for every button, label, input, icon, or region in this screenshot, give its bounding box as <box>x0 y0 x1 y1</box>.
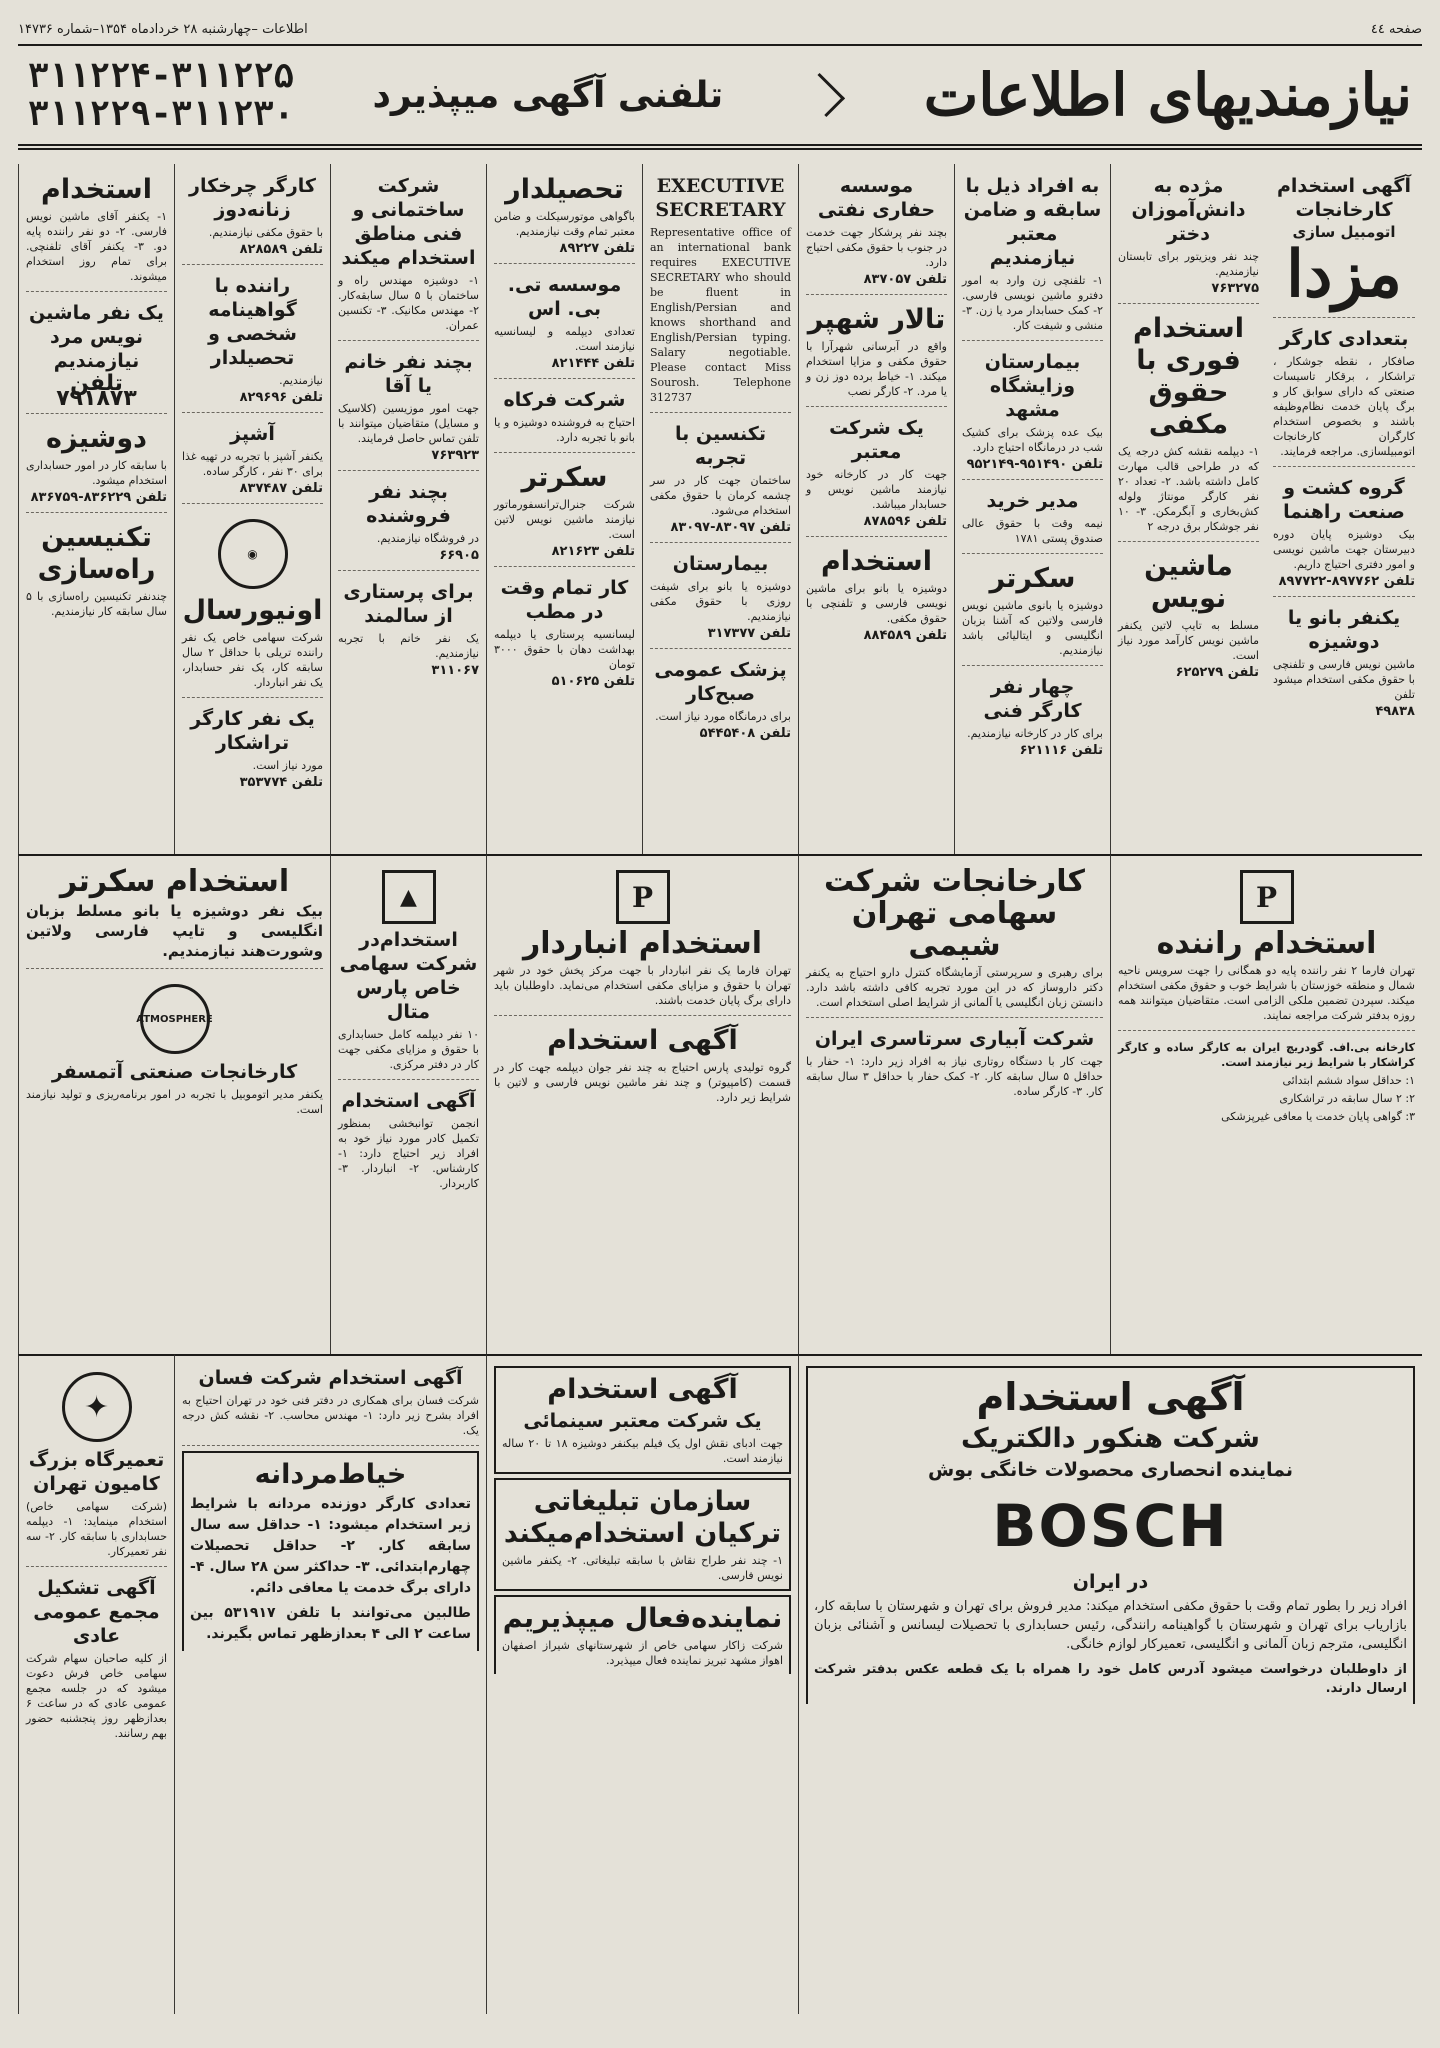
ad-title: پزشک عمومی صبح‌کار <box>654 659 787 705</box>
ad-title: کارگر چرخکار زنانه‌دوز <box>189 175 316 221</box>
ad-male-typist <box>26 297 167 414</box>
ad-workers <box>1273 323 1415 467</box>
ad-doctor <box>650 654 791 748</box>
ad-warehouse-keeper <box>494 862 791 1016</box>
phone-line-2: ۳۱۱۲۲۹-۳۱۱۲۳۰ <box>28 94 295 134</box>
ad-body: برای درمانگاه مورد نیاز است. <box>655 710 791 723</box>
page-header-bar <box>18 14 1422 46</box>
ad-truck-repair <box>26 1362 167 1567</box>
ad-phone: ۴۹۸۳۸ <box>1375 704 1415 719</box>
ad-title: اونیورسال <box>182 595 323 626</box>
ad-subtitle: شرکت هنکور دالکتریک <box>961 1423 1260 1454</box>
ad-title: به افراد ذیل با سابقه و ضامن معتبر نیازمندیم <box>963 175 1102 269</box>
ad-body: واقع در آبرسانی شهرآرا با حقوق مکفی و مزایا استخدام میکند. ۱- خیاط برده دوز زن و یا مرد. ۲- کارگر نصب <box>806 340 947 398</box>
ad-phone: تلفن ۸۲۱۴۴۴ <box>551 356 635 371</box>
mazda-brand: مزدا <box>1286 237 1402 312</box>
ad-title: آگهی استخدام <box>547 1374 738 1405</box>
ad-phone: ۷۶۳۲۷۵ <box>1211 281 1259 296</box>
ad-body: ساختمان جهت کار در سر چشمه کرمان با حقوق مکفی استخدام می‌شود. <box>650 474 791 517</box>
bosch-logo: BOSCH <box>992 1492 1229 1560</box>
ad-elder-care <box>338 576 479 685</box>
ad-bosch <box>806 1366 1415 1704</box>
ad-title: EXECUTIVE SECRETARY <box>655 175 786 221</box>
ad-phone: تلفن ۷۹۱۸۷۳ <box>56 371 137 411</box>
ad-mazda <box>1273 170 1415 318</box>
ad-body: دوشیزه یا بانو برای ماشین نویسی فارسی و تلفنچی با حقوق مکفی. <box>806 582 947 625</box>
box-warehouse <box>486 854 798 1354</box>
ad-title: گروه کشت و صنعت راهنما <box>1283 477 1405 523</box>
ad-title: آشپز <box>230 423 275 445</box>
ad-location: در ایران <box>1072 1571 1149 1593</box>
ad-title: تکنسین با تجربه <box>674 423 766 469</box>
ad-road-technician <box>26 518 167 626</box>
column-2 <box>1110 164 1266 854</box>
ad-body: ۱- چند نفر طراح نقاش با سابقه تبلیغاتی. ۲- یکنفر ماشین نویس فارسی. <box>502 1554 783 1582</box>
ad-secretary-2 <box>494 458 635 567</box>
ad-title: کار تمام وقت در مطب <box>500 577 629 623</box>
page-number: صفحه ٤٤ <box>1370 21 1422 37</box>
ad-phone: تلفن ۶۲۵۲۷۹ <box>1175 665 1259 680</box>
box-pars-metal <box>330 854 486 1354</box>
ad-title: آگهی استخدام <box>976 1375 1245 1419</box>
ad-collector <box>494 170 635 264</box>
ad-body: دوشیزه یا بانوی ماشین نویس فارسی ولاتین که آشنا بزبان انگلیسی و ایتالیائی باشد نیازمندیم. <box>962 599 1103 657</box>
ad-body: برای کار در کارخانه نیازمندیم. <box>967 727 1103 740</box>
ad-title: چهار نفر کارگر فنی <box>983 676 1082 722</box>
ad-body: مورد نیاز است. <box>252 759 323 772</box>
ad-title: تعمیرگاه بزرگ کامیون تهران <box>28 1449 165 1495</box>
ad-goodrich <box>1118 1036 1415 1134</box>
ad-body: Representative office of an international bank requires EXECUTIVE SECRETARY who should be fluent in English/Persian and knows shorthand and English/Persian typing. Salary negotiable. Please contact Miss Sourosh. Telephone 312737 <box>650 226 791 404</box>
ad-title: کارخانجات صنعتی آتمسفر <box>51 1061 298 1083</box>
ad-body: با سابقه کار در امور حسابداری استخدام میشود. <box>26 459 167 487</box>
ad-body: جهت کار در کارخانه خود نیازمند ماشین نویس و حسابدار میباشد. <box>806 468 947 511</box>
ad-title: بتعدادی کارگر <box>1279 328 1409 350</box>
ad-title: تکنیسین راه‌سازی <box>37 522 156 585</box>
ad-title: آگهی تشکیل مجمع عمومی عادی <box>33 1577 160 1647</box>
ad-body: نیمه وقت با حقوق عالی صندوق پستی ۱۷۸۱ <box>962 517 1103 545</box>
column-8 <box>174 164 330 854</box>
ad-body: شرکت سهامی خاص یک نفر راننده تریلی با حداقل ۲ سال سابقه کار، یک نفر حسابدار، یک نفر انباردار. <box>182 631 323 689</box>
ad-body: ۱- دیپلمه نقشه کش درجه یک که در طراحی قالب مهارت کامل داشته باشد. ۲- تعداد ۲۰ نفر کارگر مونتاژ ولوله کش‌بخاری و آبگرمکن. ۳- ۱۰ نفر جوشکار برق درجه ۲ <box>1118 445 1259 533</box>
ad-phone: تلفن ۹۵۱۴۹۰-۹۵۲۱۴۹ <box>966 457 1103 472</box>
ad-body: ۱- یکنفر آقای ماشین نویس فارسی. ۲- دو نفر راننده پایه دو. ۳- یکنفر آقای تلفنچی. برای تمام روز استخدام میشوند. <box>26 210 167 283</box>
ad-title: بیمارستان <box>672 553 769 575</box>
ad-guarantor <box>962 170 1103 341</box>
ad-body: احتیاج به فروشنده دوشیزه و یا بانو با تجربه دارد. <box>494 416 635 444</box>
ad-hospital <box>650 548 791 649</box>
ad-body: برای رهبری و سرپرستی آزمایشگاه کنترل دارو احتیاج به یکنفر دکتر داروساز که در این مورد تجربه کافی داشته باشد دارد. دانستن زبان انگلیسی یا آلمانی از شرایط اصلی استخدام است. <box>806 966 1103 1009</box>
ad-clinic <box>494 572 635 696</box>
ad-phone: تلفن ۳۱۷۳۷۷ <box>707 626 791 641</box>
ad-body: ۱- تلفنچی زن وارد به امور دفترو ماشین نویسی فارسی. ۲- کمک حسابدار مرد یا زن. ۳- منشی و شیفت کار. <box>962 274 1103 332</box>
arrow-icon <box>801 73 845 117</box>
ad-body: صافکار ، نقطه جوشکار ، تراشکار ، برقکار تاسیسات صنعتی که دارای سوابق کار و برگ پایان خدمت نظام‌وظیفه باشند و بخصوص استخدام کارگران کارخانجات اتومبیلسازی. مراجعه فرمایند. <box>1273 355 1415 458</box>
ad-body: یکنفر آشپز با تجربه در تهیه غذا برای ۳۰ نفر ، کارگر ساده. <box>182 450 323 478</box>
ad-title: موسسه تی. بی. اس <box>507 274 622 320</box>
ad-phone: تلفن ۵۱۰۶۲۵ <box>551 674 635 689</box>
ad-hospital-mashhad <box>962 346 1103 480</box>
ad-cinema <box>494 1366 791 1474</box>
ad-body: ۱۰ نفر دیپلمه کامل حسابداری با حقوق و مزایای مکفی جهت کار در دفتر مرکزی. <box>338 1028 479 1071</box>
box-fasan <box>174 1354 486 2014</box>
box-bosch <box>798 1354 1422 2014</box>
column-4 <box>798 164 954 854</box>
box-cinema <box>486 1354 798 2014</box>
issue-info: اطلاعات –چهارشنبه ۲۸ خردادماه ۱۳۵۴–شماره ۱۴۷۳۶ <box>18 21 308 37</box>
mercedes-logo-icon: ✦ <box>62 1372 132 1442</box>
ad-tagline: نماینده انحصاری محصولات خانگی بوش <box>928 1459 1293 1481</box>
ad-title: یک شرکت معتبر <box>829 417 924 463</box>
ad-phone: تلفن ۶۲۱۱۱۶ <box>1019 743 1103 758</box>
requirement-item: ۳: گواهی پایان خدمت یا معافی غیرپزشکی <box>1221 1110 1415 1123</box>
ad-title: آگهی استخدام شرکت فسان <box>198 1367 463 1389</box>
ad-body: یکنفر مدیر اتوموبیل با تجربه در امور برنامه‌ریزی و تولید نیازمند است. <box>26 1088 323 1116</box>
ad-title: سکرتر <box>521 462 608 493</box>
ad-construction <box>338 170 479 341</box>
ad-body: تهران فارما یک نفر انباردار با جهت مرکز پخش خود در شهر تهران با حقوق و مزایای مکفی استخدام می‌نماید. داوطلبان باید دارای برگ پایان خدمت باشند. <box>494 964 791 1007</box>
ad-phone: تلفن ۸۳۷۰۵۷ <box>863 272 947 287</box>
ad-body: اتومبیل سازی <box>1292 223 1396 241</box>
ad-title: راننده با گواهینامه شخصی و تحصیلدار <box>208 275 297 369</box>
ad-typist <box>1118 547 1259 687</box>
ad-title: استخدام <box>821 546 932 577</box>
ad-title: سکرتر <box>989 563 1076 594</box>
column-7 <box>330 164 486 854</box>
ad-technician <box>650 418 791 543</box>
pars-metal-logo-icon: ▲ <box>382 870 436 924</box>
ad-title: بچند نفر خانم یا آقا <box>344 351 473 397</box>
ad-secretary <box>962 559 1103 666</box>
ad-executive-secretary <box>650 170 791 413</box>
ad-tailor <box>182 1451 479 1651</box>
ad-title: استخدام سکرتر <box>59 864 290 899</box>
column-5 <box>642 164 798 854</box>
requirement-item: ۱: حداقل سواد ششم ابتدائی <box>1282 1074 1415 1087</box>
ad-title: خیاط‌مردانه <box>254 1459 407 1490</box>
ad-cook <box>182 418 323 504</box>
ad-body: تعدادی کارگر دوزنده مردانه با شرایط زیر استخدام میشود: ۱- حداقل سه سال سابقه کار. ۲- حداقل تحصیلات چهارم‌ابتدائی. ۳- حداکثر سن ۲۸ سال. ۴- دارای برگ خدمت یا معافی دائم. <box>190 1496 471 1596</box>
ad-title: استخدام راننده <box>1156 926 1377 961</box>
ad-phone: تلفن ۸۹۲۲۷ <box>559 241 635 256</box>
ad-title: یک نفر ماشین نویس مرد نیازمندیم <box>29 302 164 372</box>
ad-body: شرکت زاکار سهامی خاص از شهرستانهای شیراز اصفهان اهواز مشهد تبریز نماینده فعال میپذیرد. <box>502 1639 783 1667</box>
ads-grid <box>18 164 1422 2032</box>
ad-body: بچند نفر پرشکار جهت خدمت در جنوب با حقوق مکفی احتیاج دارد. <box>806 226 947 269</box>
ad-title: تحصیلدار <box>505 174 624 205</box>
ad-title: آگهی استخدام کارخانجات <box>1276 175 1411 221</box>
ad-reputable-company <box>806 412 947 537</box>
box-secretary <box>18 854 330 1354</box>
ad-irrigation <box>806 1023 1103 1106</box>
ad-lathe-worker <box>182 703 323 797</box>
box-tehran-chemie <box>798 854 1110 1354</box>
ad-title: آگهی استخدام <box>341 1090 476 1112</box>
ad-body: چند نفر ویزیتور برای تابستان نیازمندیم. <box>1118 250 1259 278</box>
ad-body: تعدادی دیپلمه و لیسانسیه نیازمند است. <box>494 325 635 353</box>
ad-title: نماینده‌فعال میپذیریم <box>502 1603 783 1634</box>
ad-body: جهت ادبای نقش اول یک فیلم بیکنفر دوشیزه ۱۸ تا ۲۰ ساله نیازمند است. <box>502 1437 783 1465</box>
ad-musicians <box>338 346 479 471</box>
ad-urgent-hire <box>1118 309 1259 542</box>
ad-subtitle: یک شرکت معتبر سینمائی <box>523 1410 762 1432</box>
ad-phone: تلفن ۳۵۳۷۷۴ <box>239 775 323 790</box>
ad-phone: تلفن ۸۲۱۶۲۳ <box>551 544 635 559</box>
ad-title: بیمارستان وزایشگاه مشهد <box>984 351 1081 421</box>
phone-label: تلفنی آگهی میپذیرد <box>372 74 724 116</box>
ad-body: باگواهی موتورسیکلت و ضامن معتبر تمام وقت نیازمندیم. <box>494 210 635 238</box>
ad-zakar <box>494 1595 791 1674</box>
ad-pars-metal <box>338 862 479 1080</box>
ad-students <box>1118 170 1259 304</box>
ad-seamstress <box>182 170 323 265</box>
ad-phone: تلفن ۸۳۰۹۷-۸۳۰۹۷ <box>670 520 791 535</box>
ad-title: ماشین نویس <box>1144 551 1233 614</box>
ad-footer: از داوطلبان درخواست میشود آدرس کامل خود را همراه با یک قطعه عکس بدفتر شرکت ارسال دارند. <box>814 1662 1407 1696</box>
ad-body: لیسانسیه پرستاری یا دیپلمه بهداشت دهان با حقوق ۳۰۰۰ تومان <box>494 628 635 671</box>
ad-title: کارخانجات شرکت سهامی تهران شیمی <box>824 864 1085 963</box>
ad-phone: تلفن ۸۸۴۵۸۹ <box>863 628 947 643</box>
ad-drilling <box>806 170 947 295</box>
ad-typist-woman <box>1273 602 1415 726</box>
ad-phone: ۳۱۱۰۶۷ <box>431 663 479 678</box>
ad-body: بیک دوشیزه پایان دوره دبیرستان جهت ماشین نویسی و امور دفتری احتیاج داریم. <box>1273 528 1415 571</box>
ad-phone: طالبین می‌توانند با تلفن ۵۳۱۹۱۷ بین ساعت ۲ الی ۴ بعدازظهر تماس بگیرند. <box>190 1605 471 1642</box>
ad-body: شرکت فسان برای همکاری در دفتر فنی خود در تهران احتیاج به افراد بشرح زیر دارد: ۱- مهندس محاسب. ۲- نقشه کش درجه یک. <box>182 1394 479 1437</box>
ad-hire-secretary <box>26 862 323 969</box>
phone-numbers <box>28 57 294 133</box>
ad-atmosphere <box>26 974 323 1124</box>
ad-body: انجمن توانبخشی بمنظور تکمیل کادر مورد نیاز خود به افراد زیر احتیاج دارد: ۱- کارشناس. ۲- انباردار. ۳- کاربردار. <box>338 1117 479 1190</box>
ad-phone: تلفن ۸۳۷۴۸۷ <box>239 481 323 496</box>
ad-body: کارخانه بی.اف. گودریچ ایران به کارگر ساده و کارگر کراشکار با شرایط زیر نیازمند است. <box>1118 1041 1415 1069</box>
tehran-pharma-logo-icon: P <box>1240 870 1294 924</box>
ad-body: چندنفر تکنیسین راه‌سازی با ۵ سال سابقه کار نیازمندیم. <box>26 590 167 618</box>
ad-universal <box>182 509 323 698</box>
ad-hire <box>806 542 947 650</box>
ad-fasan <box>182 1362 479 1446</box>
ad-title: شرکت آبیاری سرتاسری ایران <box>814 1028 1095 1050</box>
ad-technical-workers <box>962 671 1103 765</box>
ad-title: شرکت فرکاه <box>503 389 626 411</box>
ad-title: استخدام‌در شرکت سهامی خاص پارس متال <box>339 929 478 1023</box>
ad-title: شرکت ساختمانی و فنی مناطق استخدام میکند <box>341 175 476 269</box>
ad-phone: تلفن ۸۷۸۵۹۶ <box>863 514 947 529</box>
box-driver-hiring <box>1110 854 1422 1354</box>
ad-body: دوشیزه یا بانو برای شیفت روزی با حقوق مکفی نیازمندیم. <box>650 580 791 623</box>
ad-shahpar-hall <box>806 300 947 407</box>
ad-phone: تلفن ۸۹۷۷۶۲-۸۹۷۷۲۲ <box>1278 574 1415 589</box>
ad-torkian <box>494 1478 791 1591</box>
ad-body: بیک عده پزشک برای کشیک شب در درمانگاه احتیاج دارد. <box>962 426 1103 454</box>
ad-body: تهران فارما ۲ نفر راننده پایه دو همگانی را جهت سرویس ناحیه شمال و منطقه خوزستان با شرایط خوب و حقوق مکفی استخدام میکند. سپردن تضمین ملکی الزامی است. متقاضیان میتوانند همه روزه بدفتر شرکت مراجعه نمایند. <box>1118 964 1415 1022</box>
ad-farkah <box>494 384 635 453</box>
ad-sellers <box>338 476 479 571</box>
masthead <box>18 46 1422 150</box>
ad-body: گروه تولیدی پارس احتیاج به چند نفر جوان دیپلمه جهت کار در قسمت (کامپیوتر) و چند نفر ماشین نویس فارسی و لاتین با شرایط زیر دارد. <box>494 1061 791 1104</box>
ad-phone: ۷۶۳۹۲۳ <box>431 448 479 463</box>
ad-body: نیازمندیم. <box>279 374 323 387</box>
ad-title: استخدام فوری با حقوق مکفی <box>1133 313 1244 440</box>
ad-body: بیک نفر دوشیزه یا بانو مسلط بزبان انگلیسی و تایپ فارسی ولاتین وشورت‌هند نیازمندیم. <box>26 902 323 960</box>
ad-body: (شرکت سهامی خاص) استخدام مینماید: ۱- دیپلمه حسابداری با سابقه کار. ۲- سه نفر تعمیرکار. <box>26 1500 167 1558</box>
ad-title: موسسه حفاری نفتی <box>817 175 936 221</box>
ad-title: آگهی استخدام <box>547 1025 738 1056</box>
ad-body: جهت امور موزیسین (کلاسیک و مسایل) متقاضیان میتوانند با تلفن تماس حاصل فرمایند. <box>338 402 479 445</box>
ad-title: مژده به دانش‌آموزان دختر <box>1131 175 1246 245</box>
ad-title: یکنفر بانو یا دوشیزه <box>1287 607 1401 653</box>
ad-title: استخدام <box>41 174 152 205</box>
ad-rahnama <box>1273 472 1415 597</box>
ad-body: از کلیه صاحبان سهام شرکت سهامی خاص فرش دعوت میشود که در جلسه مجمع عمومی عادی که در ساعت ۶ بعدازظهر روز پنجشنبه حضور بهم رسانند. <box>26 1652 167 1740</box>
ad-tbs <box>494 269 635 379</box>
column-9 <box>18 164 174 854</box>
ad-general-assembly <box>26 1572 167 1748</box>
ad-young-woman <box>26 419 167 513</box>
ad-phone: تلفن ۸۲۸۵۸۹ <box>239 242 323 257</box>
ad-tehran-chemie <box>806 862 1103 1018</box>
ad-title: دوشیزه <box>46 423 147 454</box>
section-title: نیازمندیهای اطلاعات <box>923 61 1412 129</box>
ad-tehran-pharma-driver <box>1118 862 1415 1031</box>
ad-phone: تلفن ۵۴۴۵۴۰۸ <box>699 726 791 741</box>
ad-body: در فروشگاه نیازمندیم. <box>376 532 479 545</box>
ad-body: ۱- دوشیزه مهندس راه و ساختمان با ۵ سال سابقه‌کار. ۲- مهندس مکانیک. ۳- تکنسین عمران. <box>338 274 480 332</box>
ad-phone: ۶۶۹۰۵ <box>439 548 479 563</box>
column-3 <box>954 164 1110 854</box>
ad-title: برای پرستاری از سالمند <box>343 581 474 627</box>
ad-title: تالار شهپر <box>807 304 946 335</box>
phone-line-1: ۳۱۱۲۲۴-۳۱۱۲۲۵ <box>28 56 295 96</box>
ad-title: مدیر خرید <box>986 490 1079 512</box>
ad-body: یک نفر خانم با تجربه نیازمندیم. <box>338 632 479 660</box>
ad-title: استخدام انباردار <box>523 926 762 961</box>
tehran-pharma-logo-icon: P <box>616 870 670 924</box>
box-truck-repair <box>18 1354 174 2014</box>
ad-rehab-society <box>338 1085 479 1198</box>
ad-hiring <box>26 170 167 292</box>
ad-title: بچند نفر فروشنده <box>366 481 451 527</box>
ad-driver <box>182 270 323 413</box>
column-1 <box>1266 164 1422 854</box>
ad-phone: تلفن ۸۲۹۶۹۶ <box>239 390 323 405</box>
ad-body: افراد زیر را بطور تمام وقت با حقوق مکفی استخدام میکند: مدیر فروش برای تهران و شهرستان با سابقه کار، بازاریاب برای تهران و شهرستان با گواهینامه رانندگی، رئیس حسابداری با تحصیلات لیسانس و آشنائی بزبان انگلیسی، مترجم زبان آلمانی و انگلیسی، تعمیرکار لوازم خانگی. <box>814 1599 1407 1652</box>
ad-phone: تلفن ۸۳۶۲۲۹-۸۳۶۷۵۹ <box>30 490 167 505</box>
ad-body: ماشین نویس فارسی و تلفنچی با حقوق مکفی استخدام میشود تلفن <box>1273 658 1415 701</box>
ad-title: سازمان تبلیغاتی ترکیان استخدام‌میکند <box>503 1486 782 1549</box>
ad-pars-production <box>494 1021 791 1112</box>
column-6 <box>486 164 642 854</box>
ad-purchase-manager <box>962 485 1103 554</box>
requirement-item: ۲: ۲ سال سابقه در تراشکاری <box>1279 1092 1415 1105</box>
ad-body: با حقوق مکفی نیازمندیم. <box>208 226 323 239</box>
ad-body: مسلط به تایپ لاتین یکنفر ماشین نویس کارآمد مورد نیاز است. <box>1118 619 1259 662</box>
ad-title: یک نفر کارگر تراشکار <box>190 708 315 754</box>
atmosphere-logo-icon: ATMOSPHERE <box>140 984 210 1054</box>
ad-body: جهت کار با دستگاه روتاری نیاز به افراد زیر دارد: ۱- حفار با حداقل ۵ سال سابقه کار. ۲- کمک حفار با حداقل ۳ سال سابقه کار. ۳- کارگر ساده. <box>806 1055 1103 1098</box>
universal-logo-icon: ◉ <box>218 519 288 589</box>
ad-body: شرکت جنرال‌ترانسفورماتور نیازمند ماشین نویس لاتین است. <box>494 498 635 541</box>
